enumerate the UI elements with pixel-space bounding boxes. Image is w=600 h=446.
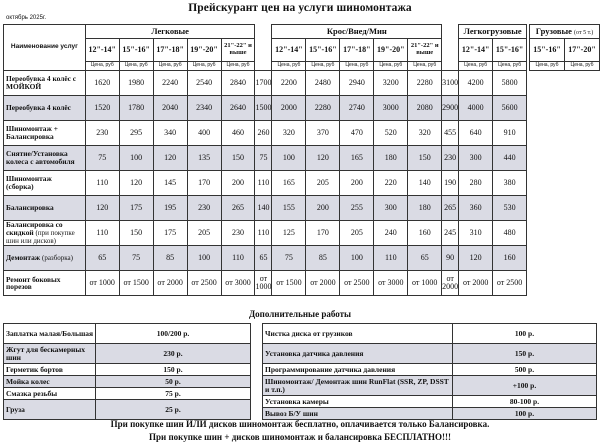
additional-service-price: 150 р. bbox=[96, 364, 251, 376]
price-cell: 75 bbox=[119, 246, 153, 271]
size-header: 17"-20" bbox=[564, 39, 599, 62]
price-cell: от 2000 bbox=[153, 271, 187, 296]
category-legkogruz: Легкогрузовые bbox=[459, 25, 527, 39]
price-cell: 125 bbox=[272, 221, 306, 246]
price-cell: 90 bbox=[442, 246, 459, 271]
price-row bbox=[4, 121, 600, 146]
price-cell: 440 bbox=[493, 146, 527, 171]
additional-service-price: 230 р. bbox=[96, 344, 251, 364]
price-cell: 295 bbox=[119, 121, 153, 146]
price-cell: 190 bbox=[442, 171, 459, 196]
size-header: 12"-14" bbox=[272, 39, 306, 62]
additional-works-right bbox=[262, 323, 597, 420]
price-row bbox=[4, 146, 600, 171]
price-cell: 120 bbox=[459, 246, 493, 271]
additional-service-price: 500 р. bbox=[453, 364, 597, 376]
additional-row bbox=[4, 364, 251, 376]
price-cell: от 2500 bbox=[187, 271, 221, 296]
price-cell: 2040 bbox=[153, 96, 187, 121]
price-cell: 120 bbox=[306, 146, 340, 171]
price-cell: 255 bbox=[340, 196, 374, 221]
price-cell: 5600 bbox=[493, 96, 527, 121]
price-cell: 120 bbox=[119, 171, 153, 196]
price-cell: 3200 bbox=[374, 71, 408, 96]
price-cell: от 2500 bbox=[493, 271, 527, 296]
price-cell: 370 bbox=[306, 121, 340, 146]
price-cell: 2080 bbox=[408, 96, 442, 121]
price-cell: 110 bbox=[255, 171, 272, 196]
price-row bbox=[4, 221, 600, 246]
price-row bbox=[4, 246, 600, 271]
additional-row bbox=[4, 388, 251, 400]
price-cell: 400 bbox=[187, 121, 221, 146]
price-cell: 85 bbox=[153, 246, 187, 271]
additional-service-name: Установка камеры bbox=[263, 396, 453, 408]
price-cell: 150 bbox=[408, 146, 442, 171]
service-column-header: Наименование услуг bbox=[4, 25, 86, 71]
additional-service-name: Мойка колес bbox=[4, 376, 96, 388]
price-cell: 100 bbox=[119, 146, 153, 171]
price-cell: 640 bbox=[459, 121, 493, 146]
price-cell: от 1000 bbox=[255, 271, 272, 296]
service-name: Балансировка bbox=[4, 196, 86, 221]
price-cell: 75 bbox=[85, 146, 119, 171]
price-cell: 110 bbox=[374, 246, 408, 271]
price-cell: 230 bbox=[85, 121, 119, 146]
price-cell: от 2000 bbox=[442, 271, 459, 296]
price-cell: 2940 bbox=[340, 71, 374, 96]
additional-service-price: 25 р. bbox=[96, 400, 251, 420]
price-cell: 4000 bbox=[459, 96, 493, 121]
additional-row bbox=[4, 376, 251, 388]
price-cell: 100 bbox=[272, 146, 306, 171]
price-cell: 2200 bbox=[272, 71, 306, 96]
price-cell: 200 bbox=[306, 196, 340, 221]
additional-row bbox=[263, 396, 597, 408]
size-header: 15"-16" bbox=[530, 39, 565, 62]
additional-service-price: 100/200 р. bbox=[96, 324, 251, 344]
price-cell: 205 bbox=[187, 221, 221, 246]
unit-label: Цена, руб bbox=[306, 62, 340, 71]
additional-row bbox=[4, 400, 251, 420]
size-header: 17"-18" bbox=[153, 39, 187, 62]
additional-service-price: +100 р. bbox=[453, 376, 597, 396]
unit-label: Цена, руб bbox=[459, 62, 493, 71]
additional-service-name: Шиномонтаж/ Демонтаж шин RunFlat (SSR, ZP, DSST и т.п.) bbox=[263, 376, 453, 396]
price-cell: 205 bbox=[340, 221, 374, 246]
additional-service-price: 100 р. bbox=[453, 324, 597, 344]
price-cell: 220 bbox=[374, 171, 408, 196]
price-row bbox=[4, 71, 600, 96]
additional-row bbox=[4, 324, 251, 344]
price-cell: 230 bbox=[221, 221, 255, 246]
size-header: 21"-22" и выше bbox=[221, 39, 255, 62]
price-cell: 470 bbox=[340, 121, 374, 146]
price-cell: 110 bbox=[221, 246, 255, 271]
service-name: Снятие/Установка колеса с автомобиля bbox=[4, 146, 86, 171]
price-cell: 2480 bbox=[306, 71, 340, 96]
price-cell: 245 bbox=[442, 221, 459, 246]
additional-service-name: Груза bbox=[4, 400, 96, 420]
additional-works-title: Дополнительные работы bbox=[248, 309, 352, 319]
additional-service-name: Чистка диска от грузиков bbox=[263, 324, 453, 344]
additional-service-name: Смазка резьбы bbox=[4, 388, 96, 400]
unit-label: Цена, руб bbox=[493, 62, 527, 71]
price-cell: 120 bbox=[85, 196, 119, 221]
category-gruz: Грузовые (от 5 т.) bbox=[530, 25, 600, 39]
additional-service-name: Вывоз Б/У шин bbox=[263, 408, 453, 420]
price-cell: 320 bbox=[272, 121, 306, 146]
unit-label: Цена, руб bbox=[153, 62, 187, 71]
price-cell: 1620 bbox=[85, 71, 119, 96]
price-cell: 175 bbox=[119, 196, 153, 221]
unit-label: Цена, руб bbox=[340, 62, 374, 71]
additional-row bbox=[263, 376, 597, 396]
price-cell: 230 bbox=[187, 196, 221, 221]
price-table bbox=[3, 24, 600, 296]
price-cell: 170 bbox=[187, 171, 221, 196]
price-cell: 230 bbox=[442, 146, 459, 171]
service-name: Переобувка 4 колёс с МОЙКОЙ bbox=[4, 71, 86, 96]
unit-label: Цена, руб bbox=[408, 62, 442, 71]
additional-row bbox=[263, 408, 597, 420]
size-header: 19"-20" bbox=[187, 39, 221, 62]
size-header: 15"-16" bbox=[493, 39, 527, 62]
price-cell: 175 bbox=[153, 221, 187, 246]
price-cell: 75 bbox=[272, 246, 306, 271]
price-cell: 4200 bbox=[459, 71, 493, 96]
price-cell: 240 bbox=[374, 221, 408, 246]
price-cell: 265 bbox=[442, 196, 459, 221]
price-cell: 380 bbox=[493, 171, 527, 196]
unit-label: Цена, руб bbox=[119, 62, 153, 71]
price-cell: 3000 bbox=[374, 96, 408, 121]
price-cell: 530 bbox=[493, 196, 527, 221]
price-cell: 65 bbox=[255, 246, 272, 271]
price-cell: от 1500 bbox=[272, 271, 306, 296]
price-cell: 110 bbox=[85, 221, 119, 246]
price-list-date: октябрь 2025г. bbox=[6, 15, 47, 21]
price-cell: 3100 bbox=[442, 71, 459, 96]
unit-label: Цена, руб bbox=[187, 62, 221, 71]
price-cell: от 3000 bbox=[374, 271, 408, 296]
price-cell: 2000 bbox=[272, 96, 306, 121]
price-cell: 320 bbox=[408, 121, 442, 146]
price-cell: 2900 bbox=[442, 96, 459, 121]
price-row bbox=[4, 171, 600, 196]
price-cell: от 2000 bbox=[459, 271, 493, 296]
price-cell: 160 bbox=[493, 246, 527, 271]
price-cell: 1500 bbox=[255, 96, 272, 121]
unit-label: Цена, руб bbox=[221, 62, 255, 71]
price-cell: 150 bbox=[119, 221, 153, 246]
price-cell: 360 bbox=[459, 196, 493, 221]
additional-service-name: Программирование датчика давления bbox=[263, 364, 453, 376]
price-cell: от 3000 bbox=[221, 271, 255, 296]
price-cell: 455 bbox=[442, 121, 459, 146]
price-cell: 85 bbox=[306, 246, 340, 271]
additional-service-price: 50 р. bbox=[96, 376, 251, 388]
size-header: 21"-22" и выше bbox=[408, 39, 442, 62]
footer-note-2: При покупке шин + дисков шиномонтаж и балансировка БЕСПЛАТНО!!! bbox=[149, 432, 451, 442]
service-name: Балансировка со скидкой (при покупке шин или дисков) bbox=[4, 221, 86, 246]
unit-label: Цена, руб bbox=[564, 62, 599, 71]
price-cell: 2640 bbox=[221, 96, 255, 121]
additional-service-price: 75 р. bbox=[96, 388, 251, 400]
price-cell: 480 bbox=[493, 221, 527, 246]
page-title: Прейскурант цен на услуги шиномонтажа bbox=[188, 2, 412, 14]
unit-label: Цена, руб bbox=[272, 62, 306, 71]
additional-service-name: Жгут для бескамерных шин bbox=[4, 344, 96, 364]
category-legkovye: Легковые bbox=[85, 25, 255, 39]
price-cell: 340 bbox=[153, 121, 187, 146]
service-name: Переобувка 4 колёс bbox=[4, 96, 86, 121]
price-cell: 135 bbox=[187, 146, 221, 171]
service-name: Демонтаж (разборка) bbox=[4, 246, 86, 271]
size-header: 15"-16" bbox=[306, 39, 340, 62]
additional-row bbox=[4, 344, 251, 364]
price-cell: от 1000 bbox=[85, 271, 119, 296]
price-cell: 2280 bbox=[408, 71, 442, 96]
service-name: Ремонт боковых порезов bbox=[4, 271, 86, 296]
unit-label: Цена, руб bbox=[374, 62, 408, 71]
price-cell: от 2500 bbox=[340, 271, 374, 296]
price-cell: 120 bbox=[153, 146, 187, 171]
price-cell: 160 bbox=[408, 221, 442, 246]
additional-works-left bbox=[3, 323, 251, 420]
size-header: 12"-14" bbox=[85, 39, 119, 62]
price-cell: 180 bbox=[374, 146, 408, 171]
category-cross: Крос/Внед/Мин bbox=[272, 25, 442, 39]
price-cell: 2740 bbox=[340, 96, 374, 121]
additional-row bbox=[263, 364, 597, 376]
unit-label: Цена, руб bbox=[85, 62, 119, 71]
service-name: Шиномонтаж (сборка) bbox=[4, 171, 86, 196]
price-cell: 205 bbox=[306, 171, 340, 196]
price-cell: 265 bbox=[221, 196, 255, 221]
price-cell: 1520 bbox=[85, 96, 119, 121]
price-cell: 180 bbox=[408, 196, 442, 221]
additional-service-name: Заплатка малая/Большая bbox=[4, 324, 96, 344]
price-cell: 280 bbox=[459, 171, 493, 196]
price-cell: 140 bbox=[255, 196, 272, 221]
unit-label: Цена, руб bbox=[530, 62, 565, 71]
additional-service-price: 100 р. bbox=[453, 408, 597, 420]
price-cell: 150 bbox=[221, 146, 255, 171]
price-cell: 75 bbox=[255, 146, 272, 171]
size-header: 15"-16" bbox=[119, 39, 153, 62]
footer-note-1: При покупке шин ИЛИ дисков шиномонтаж бесплатно, оплачивается только Балансировка. bbox=[110, 419, 490, 429]
price-row bbox=[4, 271, 600, 296]
price-cell: 165 bbox=[340, 146, 374, 171]
price-cell: 300 bbox=[374, 196, 408, 221]
price-cell: 1780 bbox=[119, 96, 153, 121]
size-header: 19"-20" bbox=[374, 39, 408, 62]
price-cell: 145 bbox=[153, 171, 187, 196]
price-cell: 200 bbox=[340, 171, 374, 196]
price-cell: 2280 bbox=[306, 96, 340, 121]
price-cell: 155 bbox=[272, 196, 306, 221]
price-cell: 520 bbox=[374, 121, 408, 146]
price-cell: 110 bbox=[85, 171, 119, 196]
additional-service-price: 150 р. bbox=[453, 344, 597, 364]
price-cell: 195 bbox=[153, 196, 187, 221]
price-cell: 100 bbox=[187, 246, 221, 271]
price-cell: 1980 bbox=[119, 71, 153, 96]
price-cell: 1700 bbox=[255, 71, 272, 96]
service-name: Шиномонтаж + Балансировка bbox=[4, 121, 86, 146]
price-cell: 5800 bbox=[493, 71, 527, 96]
price-cell: 300 bbox=[459, 146, 493, 171]
price-cell: 310 bbox=[459, 221, 493, 246]
price-cell: 460 bbox=[221, 121, 255, 146]
price-cell: 65 bbox=[408, 246, 442, 271]
size-header: 12"-14" bbox=[459, 39, 493, 62]
price-cell: 260 bbox=[255, 121, 272, 146]
price-cell: 910 bbox=[493, 121, 527, 146]
additional-service-price: 80-100 р. bbox=[453, 396, 597, 408]
price-cell: 65 bbox=[85, 246, 119, 271]
price-cell: от 1000 bbox=[408, 271, 442, 296]
price-cell: 2340 bbox=[187, 96, 221, 121]
price-cell: от 2000 bbox=[306, 271, 340, 296]
price-row bbox=[4, 96, 600, 121]
additional-service-name: Установка датчика давления bbox=[263, 344, 453, 364]
additional-service-name: Герметик бортов bbox=[4, 364, 96, 376]
price-cell: 170 bbox=[306, 221, 340, 246]
price-row bbox=[4, 196, 600, 221]
additional-row bbox=[263, 344, 597, 364]
price-cell: 200 bbox=[221, 171, 255, 196]
price-cell: 2540 bbox=[187, 71, 221, 96]
price-cell: 140 bbox=[408, 171, 442, 196]
size-header: 17"-18" bbox=[340, 39, 374, 62]
additional-row bbox=[263, 324, 597, 344]
price-cell: 2840 bbox=[221, 71, 255, 96]
price-cell: 165 bbox=[272, 171, 306, 196]
price-cell: 100 bbox=[340, 246, 374, 271]
price-cell: 2240 bbox=[153, 71, 187, 96]
price-cell: 110 bbox=[255, 221, 272, 246]
price-cell: от 1500 bbox=[119, 271, 153, 296]
